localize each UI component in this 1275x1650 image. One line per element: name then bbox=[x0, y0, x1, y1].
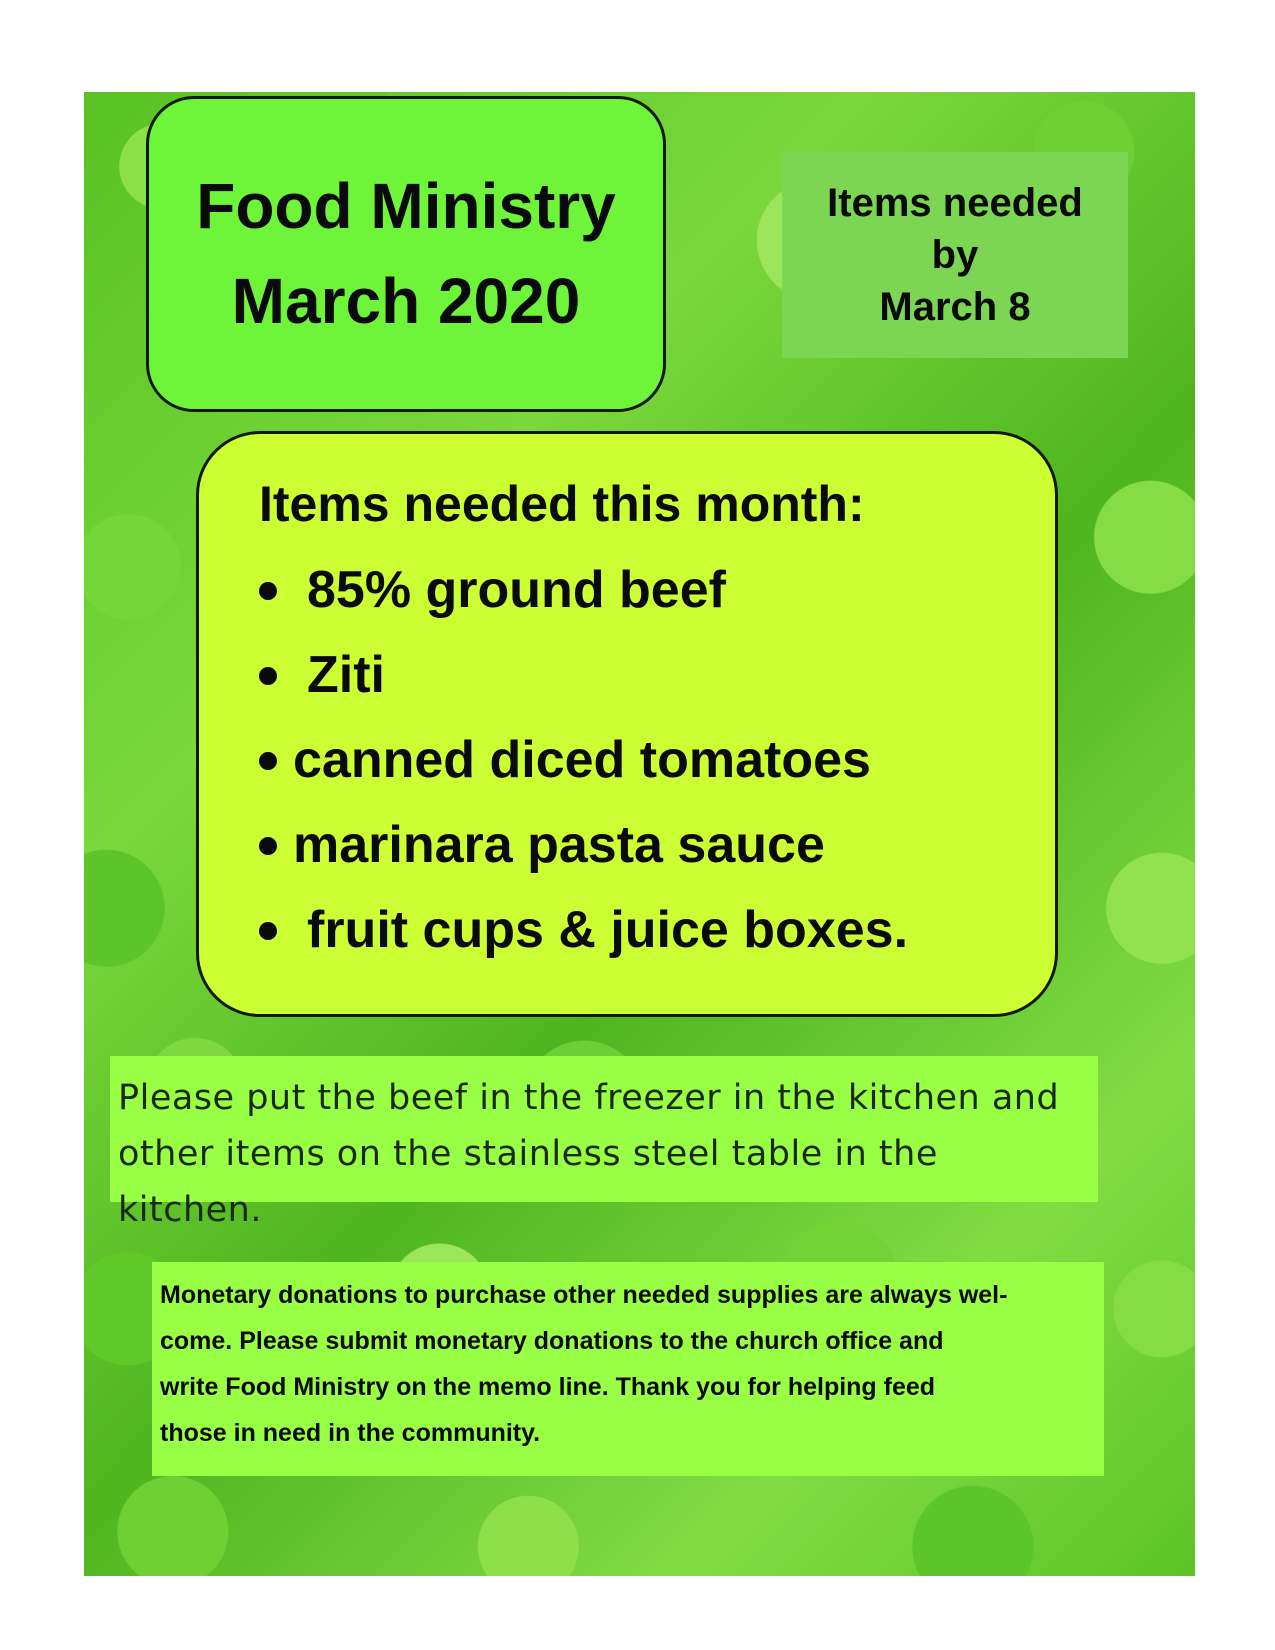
instructions-line-1: Please put the beef in the freezer in the kitchen and bbox=[118, 1078, 1060, 1118]
items-heading: Items needed this month: bbox=[259, 476, 865, 532]
list-item bbox=[259, 548, 1055, 633]
list-item-text: canned diced tomatoes bbox=[293, 731, 871, 789]
list-item-text: 85% ground beef bbox=[307, 561, 726, 619]
deadline-line-1: Items needed bbox=[827, 181, 1083, 225]
title-line-1: Food Ministry bbox=[196, 170, 616, 242]
donation-line-2: come. Please submit monetary donations to the church office and bbox=[160, 1327, 944, 1355]
title-line-2: March 2020 bbox=[231, 265, 581, 337]
deadline-line-2: by bbox=[931, 233, 979, 277]
donation-line-3: write Food Ministry on the memo line. Thank you for helping feed bbox=[160, 1373, 936, 1401]
items-list bbox=[259, 548, 1055, 973]
instructions-box bbox=[110, 1056, 1098, 1230]
list-item-text: fruit cups & juice boxes. bbox=[307, 901, 909, 959]
bullet-icon bbox=[259, 582, 277, 600]
title-box bbox=[146, 96, 666, 412]
list-item bbox=[259, 888, 1055, 973]
bullet-icon bbox=[259, 922, 277, 940]
bullet-icon bbox=[259, 837, 277, 855]
deadline-line-3: March 8 bbox=[879, 285, 1031, 329]
donation-line-1: Monetary donations to purchase other needed supplies are always wel- bbox=[160, 1281, 1008, 1309]
list-item bbox=[259, 718, 1055, 803]
instructions-line-2: other items on the stainless steel table in the kitchen. bbox=[118, 1134, 938, 1230]
bullet-icon bbox=[259, 752, 277, 770]
list-item bbox=[259, 803, 1055, 888]
list-item-text: Ziti bbox=[307, 646, 385, 704]
list-item-text: marinara pasta sauce bbox=[293, 816, 825, 874]
deadline-box bbox=[782, 152, 1128, 358]
flyer-poster bbox=[84, 92, 1195, 1576]
items-needed-box bbox=[196, 431, 1058, 1017]
donation-box bbox=[152, 1262, 1104, 1476]
bullet-icon bbox=[259, 667, 277, 685]
donation-line-4: those in need in the community. bbox=[160, 1419, 541, 1447]
list-item bbox=[259, 633, 1055, 718]
